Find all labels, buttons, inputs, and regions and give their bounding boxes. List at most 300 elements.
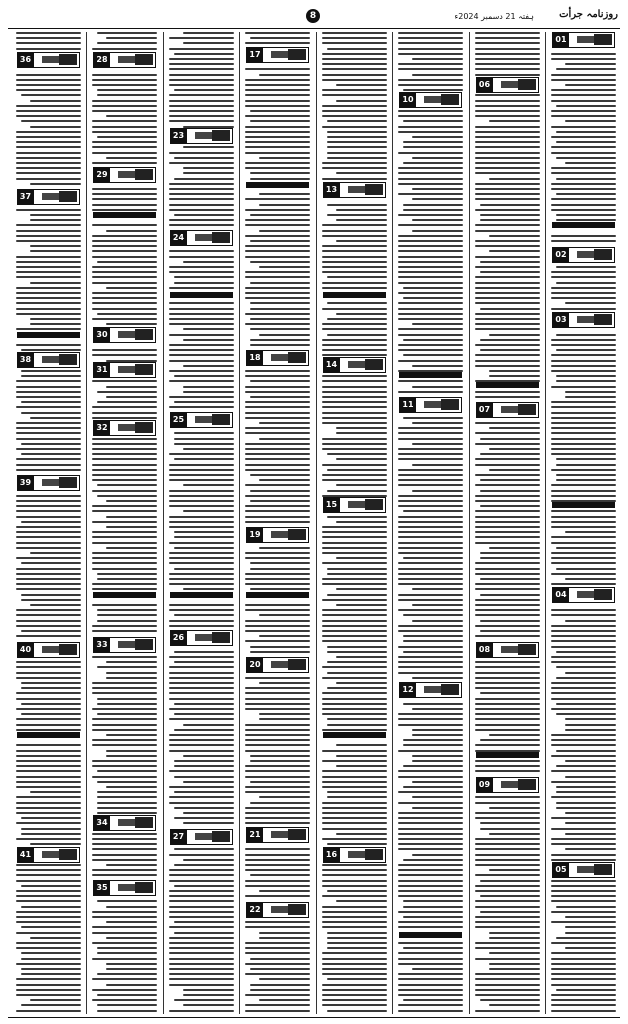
text-line bbox=[92, 448, 157, 450]
text-line bbox=[97, 42, 157, 44]
text-line bbox=[551, 287, 616, 289]
text-line bbox=[551, 198, 616, 200]
text-line bbox=[259, 157, 310, 159]
text-line bbox=[556, 677, 616, 679]
text-line bbox=[245, 807, 310, 809]
text-line bbox=[336, 100, 387, 102]
ad-heading bbox=[170, 592, 233, 598]
text-line bbox=[398, 802, 463, 804]
text-line bbox=[336, 765, 387, 767]
text-line bbox=[97, 609, 157, 611]
text-line bbox=[259, 713, 310, 715]
text-line bbox=[169, 874, 234, 876]
text-line bbox=[245, 68, 310, 70]
text-line bbox=[30, 219, 81, 221]
text-line bbox=[475, 422, 540, 424]
ad-heading bbox=[552, 502, 615, 508]
text-line bbox=[565, 729, 616, 731]
text-line bbox=[398, 843, 463, 845]
text-line bbox=[250, 474, 310, 476]
text-line bbox=[475, 916, 540, 918]
text-line bbox=[475, 37, 540, 39]
text-line bbox=[327, 152, 387, 154]
page-number: 8 bbox=[306, 9, 320, 23]
text-line bbox=[403, 744, 463, 746]
text-line bbox=[398, 308, 463, 310]
text-line bbox=[475, 885, 540, 887]
text-line bbox=[398, 822, 463, 824]
text-line bbox=[475, 63, 540, 65]
text-line bbox=[398, 448, 463, 450]
text-line bbox=[322, 339, 387, 341]
text-line bbox=[556, 666, 616, 668]
text-line bbox=[398, 271, 463, 273]
text-line bbox=[30, 417, 81, 419]
text-line bbox=[480, 505, 540, 507]
ad-number: 25 bbox=[171, 413, 187, 427]
text-line bbox=[322, 230, 387, 232]
text-line bbox=[106, 906, 157, 908]
classified-column bbox=[473, 32, 542, 1014]
ad-number-box bbox=[93, 880, 156, 896]
text-line bbox=[245, 510, 310, 512]
newspaper-logo-icon bbox=[518, 79, 536, 90]
text-line bbox=[398, 479, 463, 481]
text-line bbox=[398, 167, 463, 169]
text-line bbox=[97, 89, 157, 91]
text-line bbox=[322, 464, 387, 466]
text-line bbox=[412, 729, 463, 731]
text-line bbox=[556, 141, 616, 143]
text-line bbox=[322, 417, 387, 419]
text-line bbox=[174, 817, 234, 819]
text-line bbox=[174, 438, 234, 440]
text-line bbox=[480, 692, 540, 694]
ad-number: 01 bbox=[553, 33, 569, 47]
ad-number-box bbox=[170, 412, 233, 428]
text-line bbox=[92, 380, 157, 382]
text-line bbox=[250, 37, 310, 39]
newspaper-logo: روزنامہ جرأت bbox=[559, 9, 618, 20]
ad-number-box bbox=[246, 527, 309, 543]
text-line bbox=[475, 604, 540, 606]
text-line bbox=[250, 344, 310, 346]
text-line bbox=[16, 308, 81, 310]
text-line bbox=[322, 74, 387, 76]
text-line bbox=[174, 53, 234, 55]
text-line bbox=[398, 79, 463, 81]
text-line bbox=[475, 729, 540, 731]
text-line bbox=[565, 916, 616, 918]
text-line bbox=[92, 588, 157, 590]
text-line bbox=[322, 973, 387, 975]
text-line bbox=[480, 490, 540, 492]
text-line bbox=[183, 167, 234, 169]
text-line bbox=[403, 635, 463, 637]
text-line bbox=[475, 625, 540, 627]
text-line bbox=[565, 812, 616, 814]
text-line bbox=[322, 438, 387, 440]
text-line bbox=[245, 313, 310, 315]
ad-number: 05 bbox=[553, 863, 569, 877]
text-line bbox=[21, 401, 81, 403]
text-line bbox=[551, 692, 616, 694]
text-line bbox=[551, 890, 616, 892]
text-line bbox=[245, 250, 310, 252]
text-line bbox=[322, 63, 387, 65]
text-line bbox=[183, 812, 234, 814]
text-line bbox=[183, 859, 234, 861]
text-line bbox=[336, 656, 387, 658]
ad-number-box bbox=[246, 47, 309, 63]
text-line bbox=[551, 796, 616, 798]
text-line bbox=[16, 822, 81, 824]
text-line bbox=[556, 375, 616, 377]
text-line bbox=[97, 802, 157, 804]
text-line bbox=[245, 401, 310, 403]
text-line bbox=[322, 380, 387, 382]
text-line bbox=[16, 380, 81, 382]
text-line bbox=[475, 193, 540, 195]
text-line bbox=[245, 79, 310, 81]
text-line bbox=[475, 131, 540, 133]
text-line bbox=[327, 120, 387, 122]
text-line bbox=[16, 391, 81, 393]
issue-date: ہفتہ 21 دسمبر 2024ء bbox=[454, 12, 534, 21]
text-line bbox=[97, 900, 157, 902]
text-line bbox=[245, 386, 310, 388]
text-line bbox=[250, 755, 310, 757]
newspaper-logo-icon bbox=[59, 644, 77, 655]
ad-number: 19 bbox=[247, 528, 263, 542]
text-line bbox=[30, 126, 81, 128]
ad-heading bbox=[552, 222, 615, 228]
text-line bbox=[398, 328, 463, 330]
text-line bbox=[21, 828, 81, 830]
text-line bbox=[412, 854, 463, 856]
text-line bbox=[183, 724, 234, 726]
text-line bbox=[97, 1010, 157, 1012]
text-line bbox=[92, 833, 157, 835]
text-line bbox=[174, 282, 234, 284]
text-line bbox=[489, 869, 540, 871]
text-line bbox=[556, 131, 616, 133]
text-line bbox=[169, 349, 234, 351]
text-line bbox=[169, 406, 234, 408]
text-line bbox=[16, 921, 81, 923]
text-line bbox=[475, 110, 540, 112]
text-line bbox=[16, 406, 81, 408]
text-line bbox=[169, 947, 234, 949]
text-line bbox=[398, 521, 463, 523]
ad-number: 29 bbox=[94, 168, 110, 182]
text-line bbox=[475, 796, 540, 798]
text-line bbox=[322, 630, 387, 632]
text-line bbox=[475, 770, 540, 772]
text-line bbox=[475, 141, 540, 143]
text-line bbox=[412, 230, 463, 232]
text-line bbox=[489, 937, 540, 939]
ad-number: 17 bbox=[247, 48, 263, 62]
text-line bbox=[475, 396, 540, 398]
text-line bbox=[259, 614, 310, 616]
text-line bbox=[322, 599, 387, 601]
text-line bbox=[475, 713, 540, 715]
text-line bbox=[97, 666, 157, 668]
text-line bbox=[489, 1004, 540, 1006]
text-line bbox=[21, 1004, 81, 1006]
text-line bbox=[403, 209, 463, 211]
text-line bbox=[475, 495, 540, 497]
text-line bbox=[398, 963, 463, 965]
text-line bbox=[403, 916, 463, 918]
text-line bbox=[551, 209, 616, 211]
text-line bbox=[403, 162, 463, 164]
text-line bbox=[92, 932, 157, 934]
text-line bbox=[92, 349, 157, 351]
text-line bbox=[489, 334, 540, 336]
text-line bbox=[92, 474, 157, 476]
text-line bbox=[556, 906, 616, 908]
text-line bbox=[250, 588, 310, 590]
text-line bbox=[92, 843, 157, 845]
text-line bbox=[174, 157, 234, 159]
text-line bbox=[16, 536, 81, 538]
text-line bbox=[551, 562, 616, 564]
text-line bbox=[322, 698, 387, 700]
text-line bbox=[480, 895, 540, 897]
text-line bbox=[106, 937, 157, 939]
text-line bbox=[169, 48, 234, 50]
text-line bbox=[245, 209, 310, 211]
text-line bbox=[403, 557, 463, 559]
text-line bbox=[245, 432, 310, 434]
text-line bbox=[92, 105, 157, 107]
text-line bbox=[16, 729, 81, 731]
text-line bbox=[489, 833, 540, 835]
text-line bbox=[92, 292, 157, 294]
text-line bbox=[565, 776, 616, 778]
text-line bbox=[16, 240, 81, 242]
text-line bbox=[565, 120, 616, 122]
text-line bbox=[259, 978, 310, 980]
text-line bbox=[551, 557, 616, 559]
text-line bbox=[551, 422, 616, 424]
text-line bbox=[245, 791, 310, 793]
text-line bbox=[92, 536, 157, 538]
text-line bbox=[398, 568, 463, 570]
text-line bbox=[398, 573, 463, 575]
text-line bbox=[245, 115, 310, 117]
text-line bbox=[16, 807, 81, 809]
newspaper-logo-icon bbox=[212, 632, 230, 643]
text-line bbox=[327, 947, 387, 949]
text-line bbox=[551, 880, 616, 882]
text-line bbox=[322, 926, 387, 928]
text-line bbox=[327, 937, 387, 939]
text-line bbox=[16, 89, 81, 91]
ad-number: 28 bbox=[94, 53, 110, 67]
text-line bbox=[16, 386, 81, 388]
text-line bbox=[398, 874, 463, 876]
text-line bbox=[551, 744, 616, 746]
text-line bbox=[322, 999, 387, 1001]
text-line bbox=[551, 828, 616, 830]
text-line bbox=[489, 952, 540, 954]
text-line bbox=[489, 427, 540, 429]
text-line bbox=[250, 240, 310, 242]
text-line bbox=[398, 266, 463, 268]
text-line bbox=[398, 126, 463, 128]
text-line bbox=[398, 318, 463, 320]
ad-number: 03 bbox=[553, 313, 569, 327]
text-line bbox=[565, 620, 616, 622]
text-line bbox=[245, 521, 310, 523]
text-line bbox=[556, 464, 616, 466]
text-line bbox=[551, 739, 616, 741]
text-line bbox=[398, 630, 463, 632]
text-line bbox=[551, 661, 616, 663]
text-line bbox=[398, 838, 463, 840]
text-line bbox=[322, 729, 387, 731]
text-line bbox=[169, 656, 234, 658]
text-line bbox=[556, 282, 616, 284]
text-line bbox=[174, 776, 234, 778]
text-line bbox=[245, 484, 310, 486]
text-line bbox=[398, 864, 463, 866]
text-line bbox=[245, 136, 310, 138]
text-line bbox=[327, 48, 387, 50]
text-line bbox=[245, 276, 310, 278]
text-line bbox=[169, 193, 234, 195]
text-line bbox=[16, 510, 81, 512]
text-line bbox=[245, 947, 310, 949]
column-divider bbox=[163, 32, 164, 1014]
ad-number: 32 bbox=[94, 421, 110, 435]
text-line bbox=[169, 937, 234, 939]
text-line bbox=[250, 172, 310, 174]
text-line bbox=[169, 672, 234, 674]
text-line bbox=[259, 635, 310, 637]
text-line bbox=[245, 235, 310, 237]
text-line bbox=[565, 162, 616, 164]
text-line bbox=[250, 261, 310, 263]
text-line bbox=[245, 167, 310, 169]
text-line bbox=[475, 240, 540, 242]
text-line bbox=[169, 360, 234, 362]
text-line bbox=[92, 120, 157, 122]
newspaper-logo-icon bbox=[135, 329, 153, 340]
text-line bbox=[551, 1010, 616, 1012]
text-line bbox=[169, 744, 234, 746]
text-line bbox=[169, 869, 234, 871]
text-line bbox=[556, 703, 616, 705]
text-line bbox=[322, 89, 387, 91]
text-line bbox=[92, 406, 157, 408]
text-line bbox=[403, 287, 463, 289]
text-line bbox=[398, 542, 463, 544]
text-line bbox=[398, 609, 463, 611]
text-line bbox=[21, 375, 81, 377]
text-line bbox=[30, 791, 81, 793]
ad-number: 12 bbox=[400, 683, 416, 697]
text-line bbox=[322, 105, 387, 107]
text-line bbox=[327, 672, 387, 674]
text-line bbox=[551, 963, 616, 965]
text-line bbox=[169, 479, 234, 481]
ad-number: 14 bbox=[324, 358, 340, 372]
text-line bbox=[106, 734, 157, 736]
text-line bbox=[475, 609, 540, 611]
text-line bbox=[551, 656, 616, 658]
text-line bbox=[97, 261, 157, 263]
text-line bbox=[169, 105, 234, 107]
text-line bbox=[16, 495, 81, 497]
text-line bbox=[475, 276, 540, 278]
text-line bbox=[398, 1004, 463, 1006]
text-line bbox=[30, 318, 81, 320]
text-line bbox=[21, 94, 81, 96]
text-line bbox=[475, 573, 540, 575]
text-line bbox=[183, 989, 234, 991]
newspaper-logo-icon bbox=[594, 34, 612, 45]
text-line bbox=[322, 68, 387, 70]
newspaper-logo-icon bbox=[288, 529, 306, 540]
newspaper-logo-icon bbox=[365, 849, 383, 860]
text-line bbox=[106, 921, 157, 923]
text-line bbox=[322, 895, 387, 897]
text-line bbox=[97, 313, 157, 315]
text-line bbox=[169, 162, 234, 164]
newspaper-logo-icon bbox=[365, 184, 383, 195]
text-line bbox=[169, 542, 234, 544]
text-line bbox=[245, 443, 310, 445]
text-line bbox=[245, 724, 310, 726]
text-line bbox=[169, 453, 234, 455]
text-line bbox=[259, 718, 310, 720]
ad-heading bbox=[476, 382, 539, 388]
text-line bbox=[475, 464, 540, 466]
text-line bbox=[245, 297, 310, 299]
ad-number-box bbox=[246, 902, 309, 918]
text-line bbox=[327, 136, 387, 138]
text-line bbox=[245, 921, 310, 923]
text-line bbox=[183, 755, 234, 757]
text-line bbox=[16, 505, 81, 507]
text-line bbox=[16, 42, 81, 44]
text-line bbox=[398, 578, 463, 580]
text-line bbox=[245, 32, 310, 34]
text-line bbox=[16, 874, 81, 876]
classified-column bbox=[243, 32, 312, 1014]
text-line bbox=[97, 94, 157, 96]
text-line bbox=[412, 188, 463, 190]
text-line bbox=[398, 282, 463, 284]
text-line bbox=[92, 235, 157, 237]
text-line bbox=[475, 874, 540, 876]
text-line bbox=[92, 417, 157, 419]
text-line bbox=[475, 105, 540, 107]
text-line bbox=[475, 562, 540, 564]
text-line bbox=[398, 526, 463, 528]
column-divider bbox=[545, 32, 546, 1014]
text-line bbox=[183, 386, 234, 388]
text-line bbox=[398, 885, 463, 887]
text-line bbox=[480, 219, 540, 221]
text-line bbox=[92, 552, 157, 554]
text-line bbox=[250, 500, 310, 502]
text-line bbox=[92, 542, 157, 544]
